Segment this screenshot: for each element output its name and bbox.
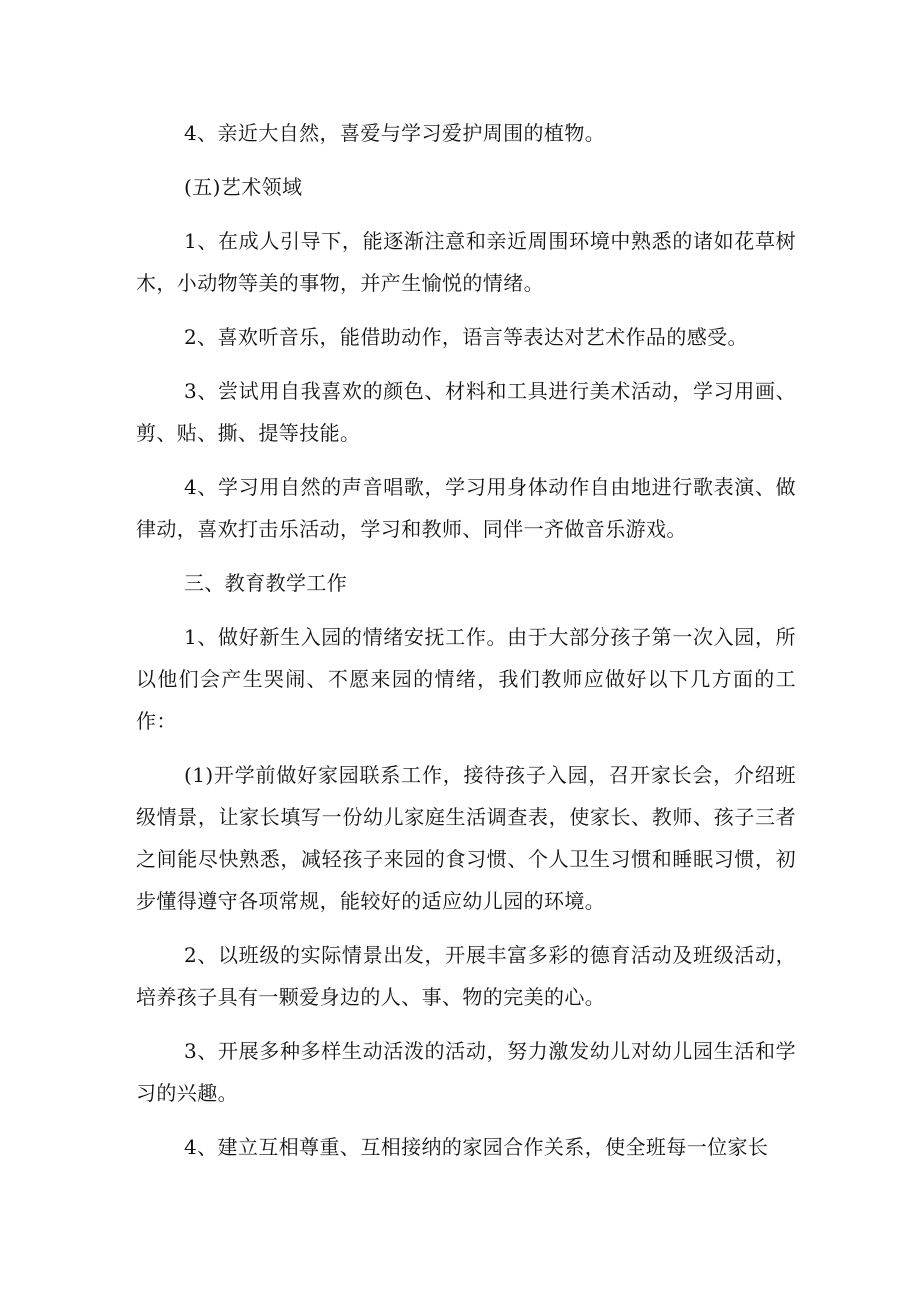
paragraph-teaching-item-2: 2、以班级的实际情景出发，开展丰富多彩的德育活动及班级活动，培养孩子具有一颗爱身边的人、事、物的完美的心。 [136,943,796,1009]
paragraph-nature-item-4: 4、亲近大自然，喜爱与学习爱护周围的植物。 [184,121,606,145]
paragraph-teaching-item-4: 4、建立互相尊重、互相接纳的家园合作关系，使全班每一位家长 [184,1135,769,1159]
paragraph-arts-item-3: 3、尝试用自我喜欢的颜色、材料和工具进行美术活动，学习用画、剪、贴、撕、提等技能。 [136,379,796,445]
paragraph-teaching-item-1: 1、做好新生入园的情绪安抚工作。由于大部分孩子第一次入园，所以他们会产生哭闹、不愿来园的情绪，我们教师应做好以下几方面的工作： [136,625,796,733]
section-heading-teaching-work: 三、教育教学工作 [184,571,348,595]
paragraph-teaching-item-3: 3、开展多种多样生动活泼的活动，努力激发幼儿对幼儿园生活和学习的兴趣。 [136,1039,796,1105]
paragraph-arts-item-2: 2、喜欢听音乐，能借助动作，语言等表达对艺术作品的感受。 [184,325,748,349]
paragraph-arts-item-1: 1、在成人引导下，能逐渐注意和亲近周围环境中熟悉的诸如花草树木，小动物等美的事物，并产生愉悦的情绪。 [136,229,796,295]
section-heading-arts-domain: (五)艺术领域 [184,175,303,199]
paragraph-teaching-subitem-1: (1)开学前做好家园联系工作，接待孩子入园，召开家长会，介绍班级情景，让家长填写一份幼儿家庭生活调查表，使家长、教师、孩子三者之间能尽快熟悉，减轻孩子来园的食习惯、个人卫生习惯和睡眠习惯，初步懂得遵守各项常规，能较好的适应幼儿园的环境。 [136,763,796,913]
document-body [136,112,796,1180]
paragraph-arts-item-4: 4、学习用自然的声音唱歌，学习用身体动作自由地进行歌表演、做律动，喜欢打击乐活动，学习和教师、同伴一齐做音乐游戏。 [136,475,796,541]
